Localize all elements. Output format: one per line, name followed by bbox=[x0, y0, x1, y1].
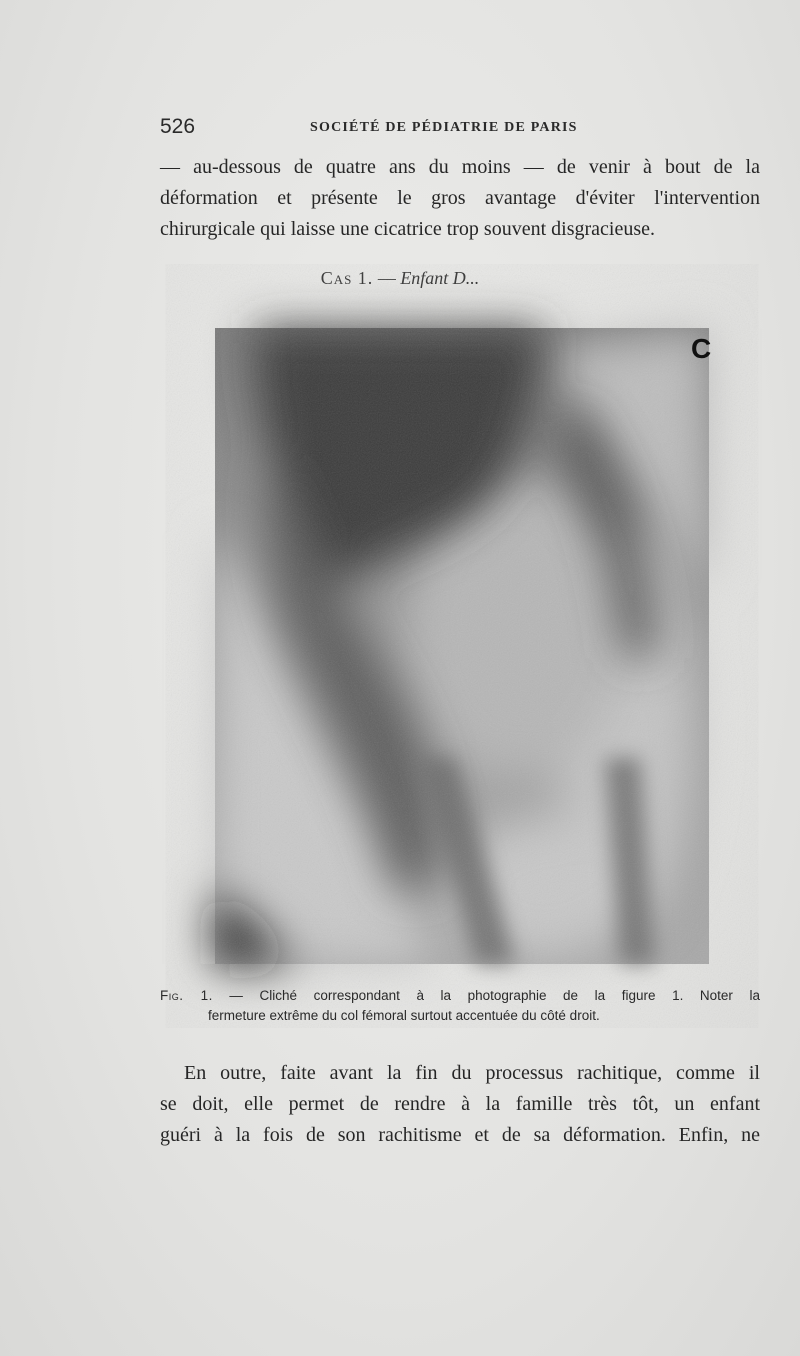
case-subject: Enfant D... bbox=[400, 268, 480, 288]
case-label: Cas 1. bbox=[320, 268, 374, 288]
page-number: 526 bbox=[160, 115, 196, 138]
figure-label: Fig. 1. bbox=[160, 988, 213, 1003]
page-header bbox=[160, 115, 760, 141]
caption-line bbox=[160, 986, 760, 1006]
radiograph-image bbox=[215, 328, 712, 964]
running-head: SOCIÉTÉ DE PÉDIATRIE DE PARIS bbox=[310, 120, 578, 135]
paragraph-line: se doit, elle permet de rendre à la famille très tôt, un enfant bbox=[160, 1093, 760, 1115]
paragraph-line: — au-dessous de quatre ans du moins — de venir à bout de la bbox=[160, 156, 760, 178]
corner-mark: C bbox=[691, 333, 712, 364]
paragraph-line: déformation et présente le gros avantage d'éviter l'intervention bbox=[160, 187, 760, 209]
paragraph-line: chirurgicale qui laisse une cicatrice trop souvent disgracieuse. bbox=[160, 218, 655, 240]
caption-line: fermeture extrême du col fémoral surtout accentuée du côté droit. bbox=[208, 1008, 600, 1023]
paragraph-line: En outre, faite avant la fin du processus rachitique, comme il bbox=[184, 1062, 760, 1084]
paragraph-bottom bbox=[160, 1058, 760, 1151]
paragraph-top bbox=[160, 152, 760, 245]
case-dash: — bbox=[373, 268, 401, 288]
caption-text: — Cliché correspondant à la photographie de la figure 1. Noter la bbox=[212, 988, 761, 1003]
radiograph-figure bbox=[215, 328, 712, 964]
figure-caption bbox=[160, 986, 760, 1026]
paragraph-line: guéri à la fois de son rachitisme et de sa déformation. Enfin, ne bbox=[160, 1124, 760, 1146]
case-heading bbox=[0, 268, 800, 289]
